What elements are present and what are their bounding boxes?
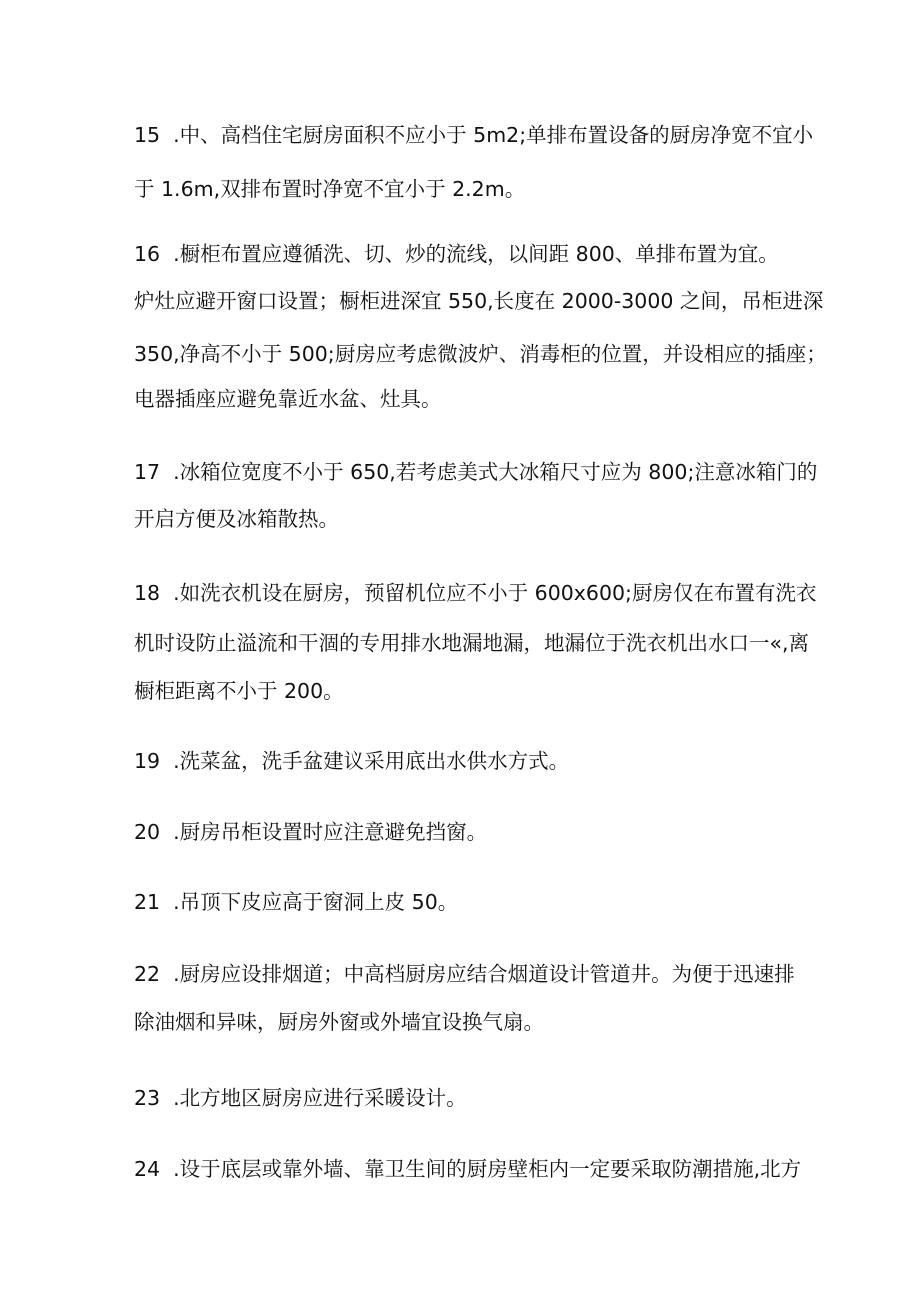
item-16-line-2: 炉灶应避开窗口设置；橱柜进深宜 550,长度在 2000-3000 之间，吊柜进深 [134,289,824,313]
item-15-line-1: 15 .中、高档住宅厨房面积不应小于 5m2;单排布置设备的厨房净宽不宜小 [134,123,814,147]
item-18-line-2: 机时设防止溢流和干涸的专用排水地漏地漏，地漏位于洗衣机出水口一«,离 [134,631,810,655]
item-21-line-1: 21 .吊顶下皮应高于窗洞上皮 50。 [134,890,459,914]
item-24-line-1: 24 .设于底层或靠外墙、靠卫生间的厨房壁柜内一定要采取防潮措施,北方 [134,1157,802,1181]
item-17-line-1: 17 .冰箱位宽度不小于 650,若考虑美式大冰箱尺寸应为 800;注意冰箱门的 [134,460,818,484]
item-22-line-2: 除油烟和异味，厨房外窗或外墙宜设换气扇。 [134,1010,544,1034]
item-15-line-2: 于 1.6m,双排布置时净宽不宜小于 2.2m。 [134,177,526,201]
item-20-line-1: 20 .厨房吊柜设置时应注意避免挡窗。 [134,820,488,844]
item-17-line-2: 开启方便及冰箱散热。 [134,507,339,531]
item-16-line-3: 350,净高不小于 500;厨房应考虑微波炉、消毒柜的位置，并设相应的插座； [134,342,827,366]
item-16-line-1: 16 .橱柜布置应遵循洗、切、炒的流线，以间距 800、单排布置为宜。 [134,242,779,266]
item-19-line-1: 19 .洗菜盆，洗手盆建议采用底出水供水方式。 [134,749,570,773]
item-18-line-1: 18 .如洗衣机设在厨房，预留机位应不小于 600x600;厨房仅在布置有洗衣 [134,581,817,605]
item-22-line-1: 22 .厨房应设排烟道；中高档厨房应结合烟道设计管道井。为便于迅速排 [134,962,795,986]
item-23-line-1: 23 .北方地区厨房应进行采暖设计。 [134,1086,467,1110]
item-18-line-3: 橱柜距离不小于 200。 [134,679,344,703]
item-16-line-4: 电器插座应避免靠近水盆、灶具。 [134,387,442,411]
